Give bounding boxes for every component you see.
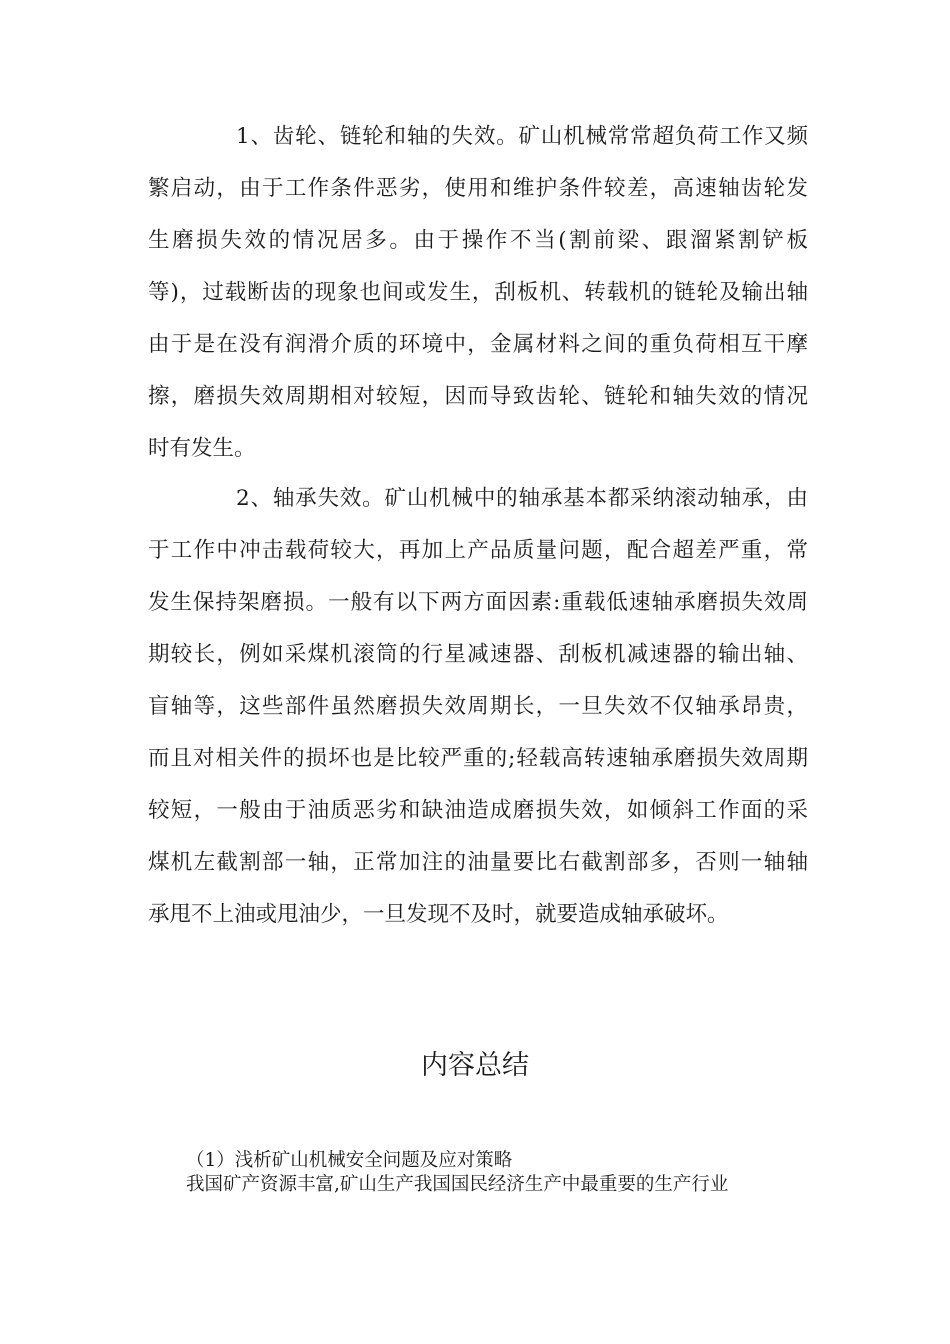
paragraph-line: 较短，一般由于油质恶劣和缺油造成磨损失效，如倾斜工作面的采 [148,798,808,823]
paragraph-line: 2、轴承失效。矿山机械中的轴承基本都采纳滚动轴承，由 [236,486,808,511]
summary-item-title: （1）浅析矿山机械安全问题及应对策略 [186,1150,513,1171]
paragraph-line: 煤机左截割部一轴，正常加注的油量要比右截割部多，否则一轴轴 [148,850,808,875]
paragraph-line: 承甩不上油或甩油少，一旦发现不及时，就要造成轴承破坏。 [148,902,729,927]
paragraph-line: 生磨损失效的情况居多。由于操作不当(割前梁、跟溜紧割铲板 [148,228,808,253]
paragraph-line: 发生保持架磨损。一般有以下两方面因素:重载低速轴承磨损失效周 [148,590,808,615]
paragraph-line: 盲轴等，这些部件虽然磨损失效周期长，一旦失效不仅轴承昂贵， [148,694,808,719]
paragraph-line: 而且对相关件的损坏也是比较严重的;轻载高转速轴承磨损失效周期 [148,746,808,771]
paragraph-line: 繁启动，由于工作条件恶劣，使用和维护条件较差，高速轴齿轮发 [148,176,808,201]
paragraph-line: 等)，过载断齿的现象也间或发生，刮板机、转载机的链轮及输出轴 [148,280,808,305]
paragraph-line: 擦，磨损失效周期相对较短，因而导致齿轮、链轮和轴失效的情况 [148,384,808,409]
paragraph-line: 由于是在没有润滑介质的环境中，金属材料之间的重负荷相互干摩 [148,332,808,357]
summary-heading: 内容总结 [421,1050,529,1081]
paragraph-line: 期较长，例如采煤机滚筒的行星减速器、刮板机减速器的输出轴、 [148,642,808,667]
paragraph-line: 时有发生。 [148,436,256,461]
paragraph-line: 于工作中冲击载荷较大，再加上产品质量问题，配合超差严重，常 [148,538,808,563]
paragraph-line: 1、齿轮、链轮和轴的失效。矿山机械常常超负荷工作又频 [236,124,808,149]
summary-item-text: 我国矿产资源丰富,矿山生产我国国民经济生产中最重要的生产行业 [186,1174,729,1195]
